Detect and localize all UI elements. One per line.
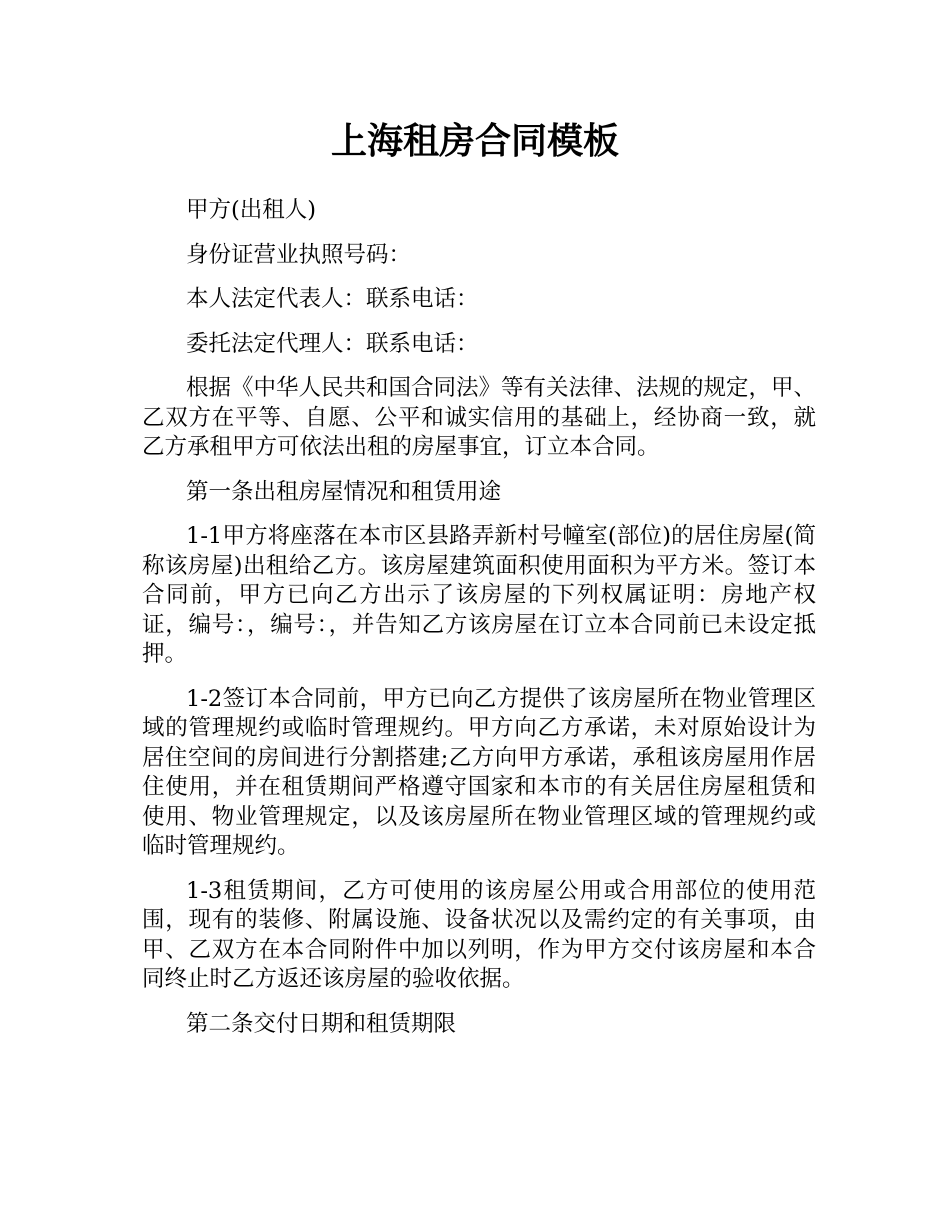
party-a-label: 甲方(出租人) <box>186 197 317 223</box>
article-1-heading: 第一条出租房屋情况和租赁用途 <box>186 478 502 505</box>
article-2-heading: 第二条交付日期和租赁期限 <box>186 1010 457 1037</box>
preamble-paragraph: 根据《中华人民共和国合同法》等有关法律、法规的规定，甲、乙双方在平等、自愿、公平和诚实信用的基础上，经协商一致，就乙方承租甲方可依法出租的房屋事宜，订立本合同。 <box>142 375 817 460</box>
authorized-agent-label: 委托法定代理人：联系电话： <box>186 330 479 357</box>
clause-1-2: 1-2签订本合同前，甲方已向乙方提供了该房屋所在物业管理区域的管理规约或临时管理规约。甲方向乙方承诺，未对原始设计为居住空间的房间进行分割搭建;乙方向甲方承诺，承租该房屋用作居住使用，并在租赁期间严格遵守国家和本市的有关居住房屋租赁和使用、物业管理规定，以及该房屋所在物业管理区域的管理规约或临时管理规约。 <box>142 685 816 859</box>
clause-1-1: 1-1甲方将座落在本市区县路弄新村号幢室(部位)的居住房屋(简称该房屋)出租给乙方。该房屋建筑面积使用面积为平方米。签订本合同前，甲方已向乙方出示了该房屋的下列权属证明：房地产权证，编号：，编号：，并告知乙方该房屋在订立本合同前已未设定抵押。 <box>142 523 816 667</box>
clause-1-3: 1-3租赁期间，乙方可使用的该房屋公用或合用部位的使用范围，现有的装修、附属设施、设备状况以及需约定的有关事项，由甲、乙双方在本合同附件中加以列明，作为甲方交付该房屋和本合同终止时乙方返还该房屋的验收依据。 <box>142 877 816 992</box>
id-number-label: 身份证营业执照号码： <box>186 241 412 268</box>
document-body <box>142 196 816 1054</box>
legal-representative-label: 本人法定代表人：联系电话： <box>186 286 479 312</box>
document-title: 上海租房合同模板 <box>330 121 619 162</box>
